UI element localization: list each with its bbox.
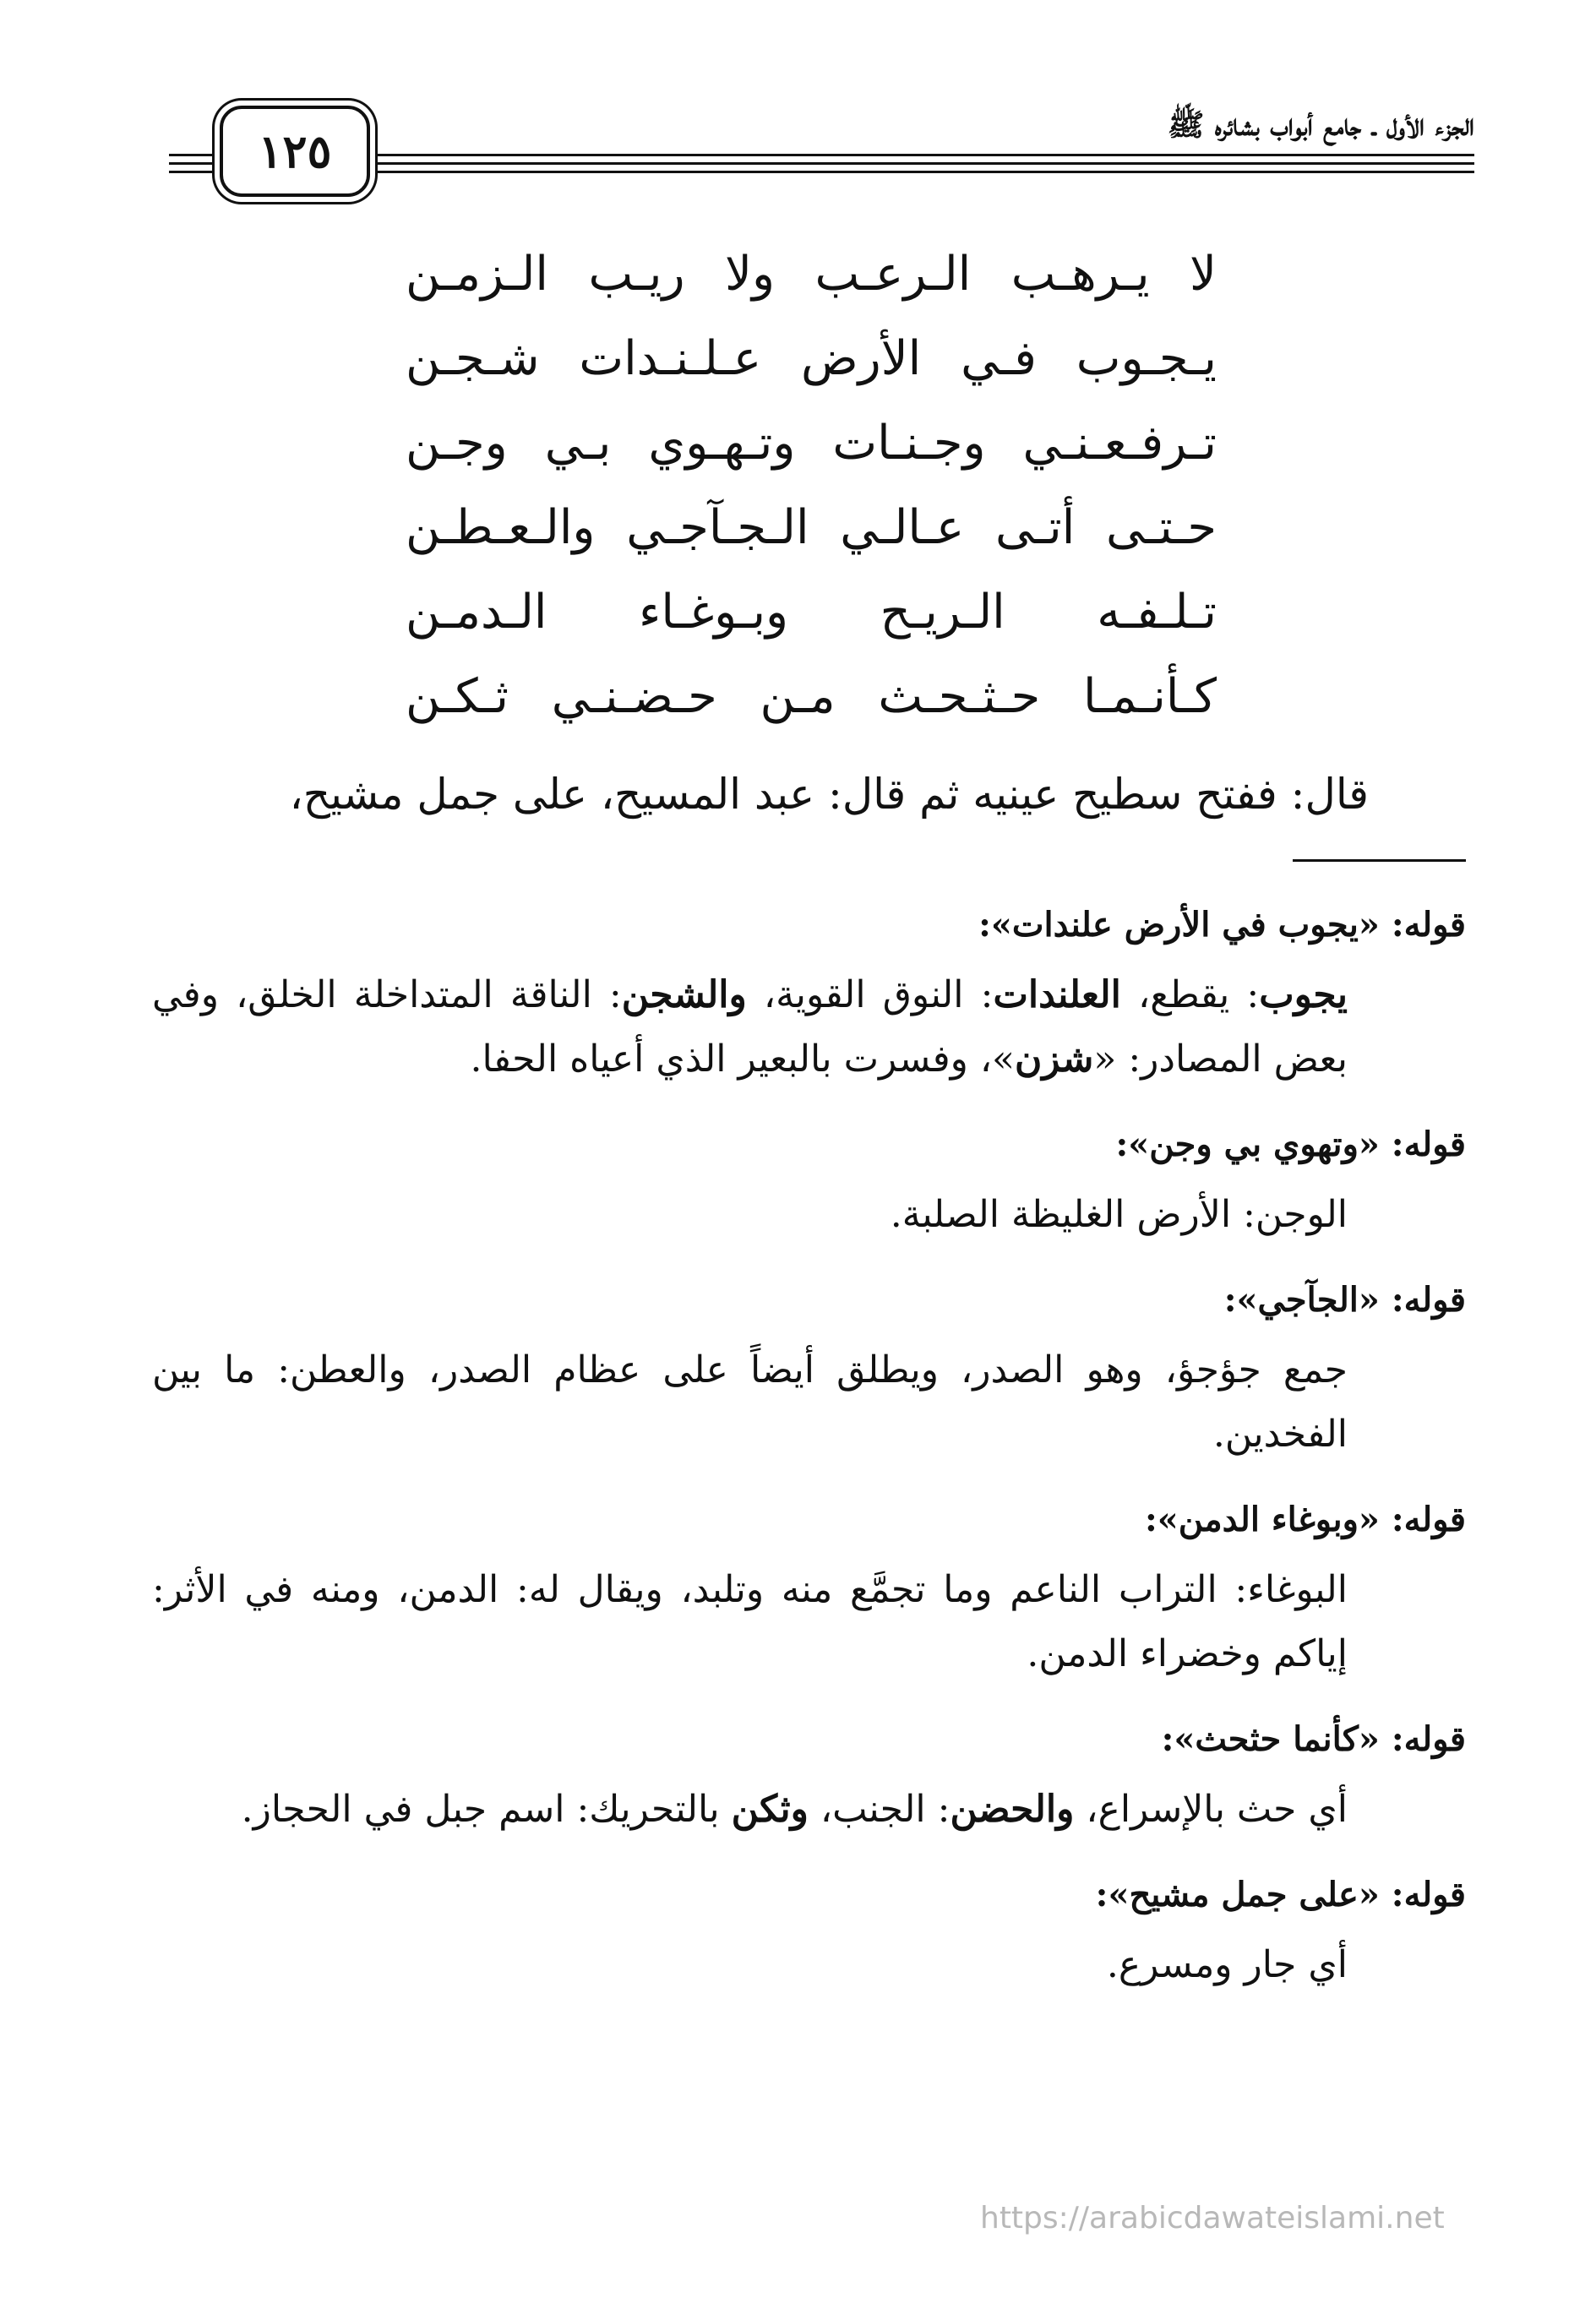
note-heading: قوله: «على جمل مشيح»: bbox=[1095, 1875, 1466, 1914]
note-text: : الناقة المتداخلة الخلق، وفي بعض المصادر: « bbox=[152, 973, 1348, 1081]
note bbox=[152, 1482, 1466, 1686]
note-text: »، وفسرت بالبعير الذي أعياه الحفا. bbox=[470, 1037, 1015, 1081]
note-text: أي جار ومسرع. bbox=[1106, 1943, 1348, 1986]
note-body bbox=[152, 1183, 1466, 1247]
poem-line: يـجـوب فـي الأرض عـلـنـدات شـجـن bbox=[406, 331, 1217, 386]
poem-line: تـرفـعـنـي وجـنـات وتـهـوي بـي وجـن bbox=[406, 416, 1217, 471]
note-text: بالتحريك: اسم جبل في الحجاز. bbox=[241, 1788, 732, 1831]
watermark-url: https://arabicdawateislami.net bbox=[980, 2201, 1445, 2236]
page-header bbox=[169, 93, 1474, 203]
note-text: : الجنب، bbox=[808, 1788, 951, 1831]
note-heading: قوله: «يجوب في الأرض علندات»: bbox=[978, 905, 1466, 945]
note-text: : النوق القوية، bbox=[746, 973, 994, 1016]
note-text: البوغاء: التراب الناعم وما تجمَّع منه وتلبد، ويقال له: الدمن، ومنه في الأثر: إياكم وخضراء الدمن. bbox=[152, 1568, 1348, 1675]
note bbox=[152, 1702, 1466, 1842]
commentary-notes bbox=[152, 887, 1466, 2012]
poem-line: حـتـى أتـى عـالـي الـجـآجـي والـعـطـن bbox=[406, 500, 1217, 555]
note-heading: قوله: «وتهوي بي وجن»: bbox=[1115, 1125, 1466, 1164]
note bbox=[152, 887, 1466, 1092]
note-text: جمع جؤجؤ، وهو الصدر، ويطلق أيضاً على عظام الصدر، والعطن: ما بين الفخدين. bbox=[152, 1348, 1348, 1456]
note-term: العلندات bbox=[993, 973, 1121, 1016]
note-term: وثكن bbox=[731, 1788, 809, 1831]
note bbox=[152, 1262, 1466, 1467]
footnote-divider bbox=[1293, 859, 1466, 862]
poem-line: كـأنـمـا حـثـحـث مـن حـضـنـي ثـكـن bbox=[406, 669, 1217, 724]
running-title: الجزء الأول ـ جامع أبواب بشائره ﷺ bbox=[1156, 101, 1474, 149]
note-body bbox=[152, 1338, 1466, 1467]
note-body bbox=[152, 1933, 1466, 1997]
note-term: شزن bbox=[1014, 1037, 1094, 1081]
note-text: الوجن: الأرض الغليظة الصلبة. bbox=[890, 1193, 1348, 1236]
poem-line: لا يـرهـب الـرعـب ولا ريـب الـزمـن bbox=[406, 247, 1217, 302]
note-body bbox=[152, 1778, 1466, 1842]
note bbox=[152, 1857, 1466, 1997]
note-term: والحضن bbox=[950, 1788, 1075, 1831]
poem-line: تـلـفـه الـريـح وبـوغـاء الـدمـن bbox=[406, 585, 1217, 640]
page-number-frame bbox=[220, 106, 370, 197]
note-text: أي حث بالإسراع، bbox=[1074, 1788, 1348, 1831]
note-heading: قوله: «الجآجي»: bbox=[1223, 1280, 1466, 1320]
note-body bbox=[152, 963, 1466, 1092]
prose-paragraph: قال: ففتح سطيح عينيه ثم قال: عبد المسيح، على جمل مشيح، bbox=[289, 770, 1369, 819]
note-heading: قوله: «كأنما حثحث»: bbox=[1161, 1719, 1466, 1759]
note-body bbox=[152, 1558, 1466, 1686]
page-number: ١٢٥ bbox=[258, 124, 332, 178]
poem bbox=[406, 232, 1217, 739]
note bbox=[152, 1107, 1466, 1247]
note-text: : يقطع، bbox=[1120, 973, 1260, 1016]
note-term: والشجن bbox=[621, 973, 747, 1016]
note-term: يجوب bbox=[1259, 973, 1348, 1016]
note-heading: قوله: «وبوغاء الدمن»: bbox=[1145, 1500, 1466, 1539]
